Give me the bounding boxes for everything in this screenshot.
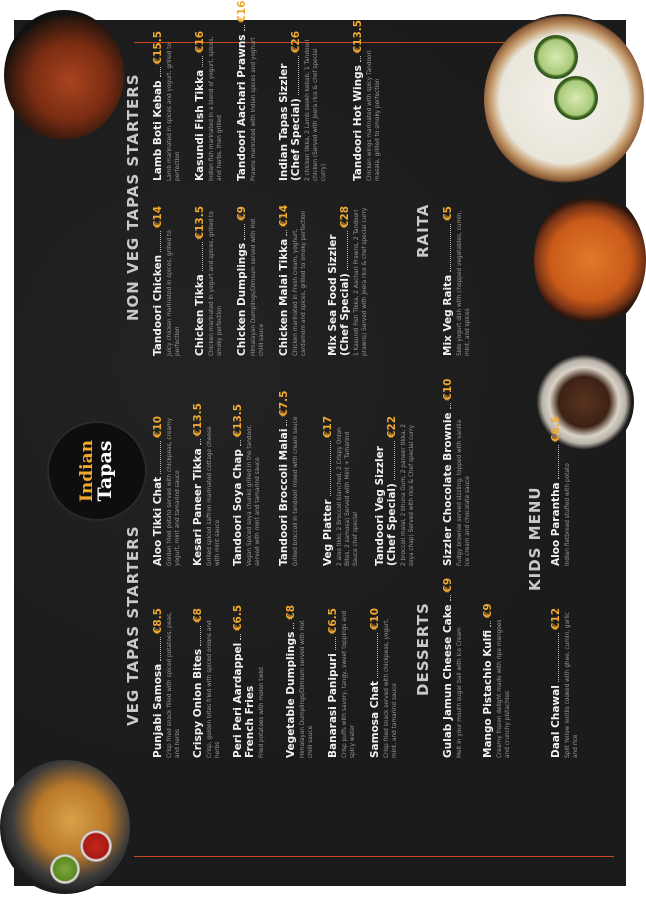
menu-item: [327, 206, 370, 356]
item-description: Crisp fried snack filled with spiced potatoes, peas, and herbs: [167, 612, 181, 758]
item-description: Vegan Spiced soya chunks grilled in the tandoor, served with mint and tamarind sauce: [247, 424, 261, 566]
item-name: Vegetable Dumplings: [285, 631, 297, 758]
item-price: €9: [236, 206, 248, 221]
item-name: Tandoori Soya Chap: [232, 449, 244, 566]
menu-item: [550, 416, 573, 566]
item-price: €10: [152, 416, 164, 438]
menu-item: [192, 608, 223, 758]
item-price: €9: [442, 577, 454, 593]
item-name-line2: (Chef Special): [339, 273, 351, 356]
item-price: €7.5: [278, 390, 290, 417]
item-name: Chicken Malai Tikka: [278, 238, 290, 356]
item-description: Indian flatbread stuffed with potato: [565, 463, 571, 566]
item-price: €16: [194, 31, 206, 53]
item-name: Mix Sea Food Sizzler: [327, 234, 339, 356]
item-description: Fried potatoes with molon twist: [259, 666, 265, 758]
item-name-line2: (Chef Special): [386, 483, 398, 566]
menu-content: [14, 0, 626, 886]
item-description: Lamb marinated in spices and yogurt, grilled to perfection: [167, 42, 181, 181]
item-description: Juicy chicken marinated in spices, grilled to perfection: [167, 230, 181, 356]
item-name: Tandoori Hot Wings: [352, 65, 364, 181]
menu-item: [352, 19, 383, 181]
item-name: Tandoori Aachari Prawns: [236, 34, 248, 181]
item-description: 2 aloo tikki, 2 Broccoli blanched, 2 Crispy Onion Bites, 2 samosa) Served with Mint + Tamarind Sauce chef special: [337, 427, 359, 566]
item-name: Lamb Boti Kebab: [152, 80, 164, 181]
menu-item: [232, 403, 263, 566]
item-name: Punjabi Samosa: [152, 663, 164, 758]
nonveg-starters-title: NON VEG TAPAS STARTERS: [124, 73, 142, 321]
item-description: Chicken wings marinated with spicy Tandoori masala, grilled to smoky perfection: [367, 50, 381, 181]
item-name: Mango Pistachio Kulfi: [482, 629, 494, 758]
menu-item: [152, 206, 183, 356]
item-description: Split Yellow lentils cooked with ghee, cumin, garlic and rice: [565, 612, 579, 758]
item-price: €13.5: [232, 403, 244, 438]
item-name: Gulab Jamun Cheese Cake: [442, 604, 454, 758]
menu-item: [152, 608, 183, 758]
item-description: Chicken marinated in yogurt and spices, grilled to smoky perfection: [209, 211, 223, 356]
menu-item: [442, 206, 473, 356]
item-name: Peri Peri Aardappel: [232, 642, 244, 758]
menu-item: [550, 608, 581, 758]
item-name-line2: (Chef Special): [290, 98, 302, 181]
item-description: Creamy frozen delight made with ripe mangoes and crunchy pistachios: [497, 619, 511, 758]
menu-item: [278, 31, 328, 181]
raita-title: RAITA: [414, 203, 432, 258]
item-price: €10: [442, 378, 454, 401]
item-description: 1 Kasundi Fish Tikka, 2 Aachari Prawns, 2 Tandoori prawns) Served with Jeera rice & chef special curry: [354, 207, 368, 356]
item-price: €26: [290, 31, 302, 53]
menu-item: [152, 416, 183, 566]
item-description: Crisp puffs with savory, tangy, sweet toppings and spicy water: [342, 610, 356, 758]
menu-board: [14, 0, 626, 886]
item-description: Himalayan Dumplings/Dimsum served with Hot chilli sauce: [300, 620, 314, 758]
item-name: Kesari Paneer Tikka: [192, 448, 204, 566]
item-price: €6.5: [327, 608, 339, 634]
veg-starters-title: VEG TAPAS STARTERS: [124, 525, 142, 726]
logo-text-line1: Indian: [77, 439, 97, 503]
item-price: €10: [369, 608, 381, 630]
menu-item: [327, 608, 358, 758]
menu-item: [232, 604, 267, 758]
item-name: Mix Veg Raita: [442, 274, 454, 356]
item-name: Banarasi Panipuri: [327, 653, 339, 758]
logo-text-line2: Tapas: [94, 440, 116, 502]
item-price: €13.5: [194, 206, 206, 240]
item-description: Golden fried potato served with chickpeas, creamy yogurt, mint and tamarind sauce: [167, 417, 181, 566]
item-price: €8: [192, 608, 204, 623]
kids-menu-title: KIDS MENU: [526, 486, 544, 591]
item-name: Aloo Tikki Chat: [152, 476, 164, 566]
item-description: Crisp fried snack served with chickpeas, yogurt, mint, and tamarind sauce: [384, 618, 398, 758]
item-price: €13.5: [192, 403, 204, 437]
menu-item: [278, 206, 309, 356]
item-price: €22: [386, 416, 398, 438]
item-price: €16: [236, 0, 248, 23]
menu-item: [442, 378, 473, 566]
item-price: €12: [550, 608, 562, 630]
item-description: Grilled broccoli in tandoori mixed with cream sauce: [293, 416, 299, 566]
item-description: 2 broccoli malai, 2 bhuna Gum, 2 paneer tikka, 2 soya chap) Served with rice & Chef special curry: [401, 424, 415, 566]
menu-item: [442, 577, 465, 758]
menu-item: [194, 206, 225, 356]
item-price: €8.5: [152, 608, 164, 634]
menu-item: [374, 416, 417, 566]
item-description: Side yogurt dish with chopped vegetables, cumin, mint, and spices: [457, 210, 471, 356]
menu-item: [285, 604, 316, 758]
item-description: Crisp, golden bites fried with spiced onions and herbs: [207, 620, 221, 758]
item-description: 2 chicken tikka, 2 Lamb seekh kebab, 1 Tandoori chicken (Served with Jeera rice & chef special curry): [305, 39, 327, 181]
item-name: Indian Tapas Sizzler: [278, 63, 290, 181]
item-name: Sizzler Chocolate Brownie: [442, 412, 454, 566]
desserts-title: DESSERTS: [414, 602, 432, 696]
menu-item: [369, 608, 400, 758]
menu-item: [236, 206, 267, 356]
item-name-line2: French Fries: [244, 685, 256, 758]
item-price: €6.5: [232, 604, 244, 631]
item-name: Aloo Parantha: [550, 482, 562, 566]
menu-item: [192, 403, 223, 566]
menu-item: [482, 603, 513, 758]
item-name: Veg Platter: [322, 499, 334, 566]
item-description: Fudgy brownie served sizzling, topped with vanilla ice cream and chocolate sauce: [457, 419, 471, 566]
menu-item: [322, 416, 360, 566]
item-name: Chicken Tikka: [194, 274, 206, 356]
item-name: Kasundi Fish Tikka: [194, 69, 206, 181]
item-name: Chicken Dumplings: [236, 242, 248, 356]
item-price: €6.5: [550, 416, 562, 442]
item-price: €28: [339, 206, 351, 228]
item-price: €13.5: [352, 19, 364, 54]
item-price: €9: [482, 603, 494, 618]
item-price: €17: [322, 416, 334, 438]
item-price: €14: [278, 204, 290, 227]
item-description: Himalayan Dumplings/Dimsum served with Hot chilli sauce: [251, 218, 265, 356]
item-price: €15.5: [152, 31, 164, 65]
item-name: Samosa Chat: [369, 680, 381, 758]
item-name: Daal Chawal: [550, 685, 562, 758]
item-name: Tandoori Broccoli Malai: [278, 428, 290, 566]
menu-item: [194, 31, 225, 181]
item-name: Crispy Onion Bites: [192, 648, 204, 758]
item-name: Tandoori Veg Sizzler: [374, 446, 386, 566]
item-description: Grilled spiced saffron marinated cottage cheese with mint sauce: [207, 426, 221, 566]
menu-item: [236, 0, 259, 181]
item-price: €5: [442, 206, 454, 221]
item-description: Chicken marinated in Fresh cream, yoghurt, cardamom and spices, grilled to smoky perfection: [293, 210, 307, 356]
menu-item: [152, 31, 183, 181]
item-name: Tandoori Chicken: [152, 254, 164, 356]
item-description: Indian fish marinated in a blend of yogurt, spices, and herbs, then grilled: [209, 36, 223, 181]
item-price: €8: [285, 604, 297, 620]
menu-item: [278, 390, 301, 566]
item-description: Melt in your mouth sugar ball with ice Cream: [457, 627, 463, 758]
item-description: Prawns marinated with Indian spices and yoghurt: [251, 37, 257, 181]
item-price: €14: [152, 206, 164, 228]
